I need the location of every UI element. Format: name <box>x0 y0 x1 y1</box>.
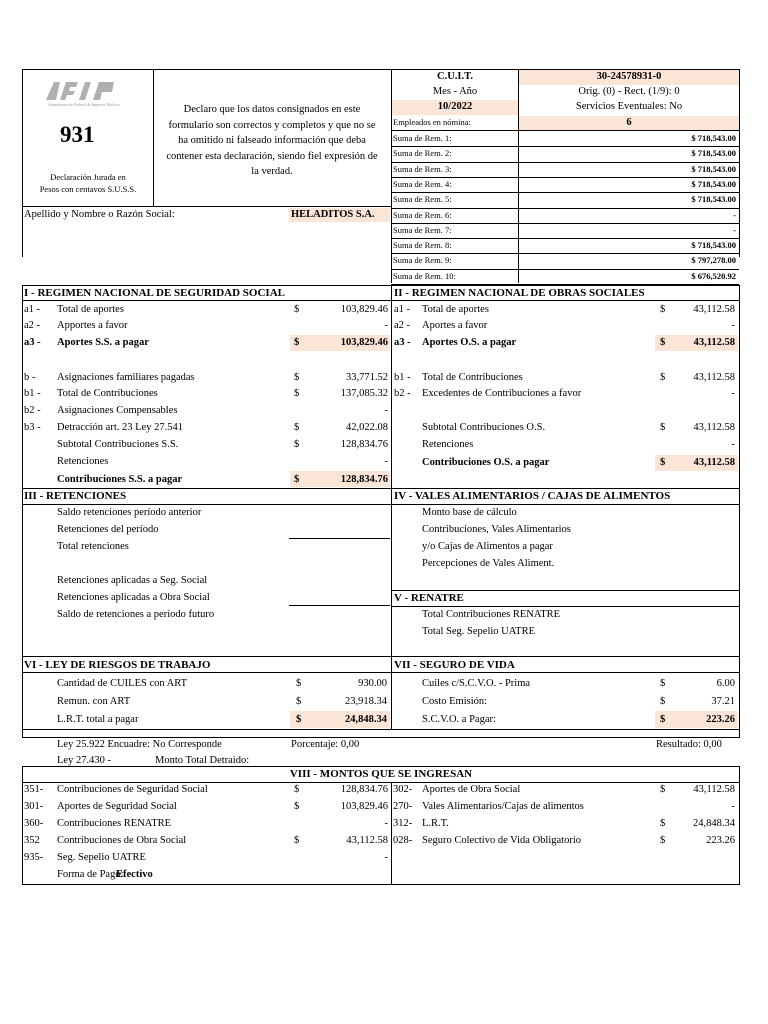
row-value: - <box>731 439 735 450</box>
row-label: Subtotal Contribuciones S.S. <box>57 439 179 450</box>
row-label: Cantidad de CUILES con ART <box>57 678 188 689</box>
row-value: 43,112.58 <box>693 457 735 468</box>
row-value: 43,112.58 <box>346 835 388 846</box>
row-value: 930.00 <box>358 678 387 689</box>
razon-social-value: HELADITOS S.A. <box>291 209 375 220</box>
row-label: S.C.V.O. a Pagar: <box>422 714 496 725</box>
forma-pago-value: Efectivo <box>116 869 153 880</box>
row-label: Contribuciones S.S. a pagar <box>57 474 183 485</box>
ley-25922: Ley 25.922 Encuadre: No Corresponde <box>57 739 222 750</box>
rem-value: - <box>733 209 736 220</box>
row-value: - <box>731 320 735 331</box>
row-code: 360- <box>24 818 44 829</box>
row-currency: $ <box>294 337 300 348</box>
row-label: Aportes de Seguridad Social <box>57 801 177 812</box>
row-label: Monto base de cálculo <box>422 507 517 518</box>
ley-27430: Ley 27.430 - <box>57 755 111 766</box>
orig-label: Orig. (0) - Rect. (1/9): 0 <box>578 86 680 97</box>
row-value: 43,112.58 <box>693 337 735 348</box>
row-currency: $ <box>660 678 666 689</box>
row-currency: $ <box>294 474 300 485</box>
rem-value: $ 718,543.00 <box>691 240 736 251</box>
row-label: Total de aportes <box>57 304 124 315</box>
row-currency: $ <box>660 784 666 795</box>
row-currency: $ <box>660 422 666 433</box>
rem-value: $ 797,278.00 <box>691 255 736 266</box>
row-currency: $ <box>660 818 666 829</box>
row-label: y/o Cajas de Alimentos a pagar <box>422 541 553 552</box>
row-label: Subtotal Contribuciones O.S. <box>422 422 546 433</box>
row-label: Excedentes de Contribuciones a favor <box>422 388 582 399</box>
row-value: 103,829.46 <box>340 304 388 315</box>
row-value: 103,829.46 <box>340 337 388 348</box>
row-value: 43,112.58 <box>693 422 735 433</box>
row-currency: $ <box>660 337 666 348</box>
row-code: b - <box>24 372 36 383</box>
row-currency: $ <box>296 678 302 689</box>
row-code: a3 - <box>24 337 41 348</box>
declaration-line: contener esta declaración, siendo fiel expresión de <box>166 150 378 162</box>
row-label: Retenciones del período <box>57 524 159 535</box>
row-currency: $ <box>294 801 300 812</box>
row-label: L.R.T. <box>422 818 449 829</box>
row-label: Retenciones <box>422 439 474 450</box>
row-value: - <box>384 818 388 829</box>
row-currency: $ <box>294 422 300 433</box>
form-number: 931 <box>60 122 95 147</box>
row-currency: $ <box>294 388 300 399</box>
row-label: Total Seg. Sepelio UATRE <box>422 626 536 637</box>
row-value: 23,918.34 <box>345 696 387 707</box>
row-value: 42,022.08 <box>346 422 388 433</box>
row-label: Aportes de Obra Social <box>422 784 521 795</box>
row-value: 103,829.46 <box>340 801 388 812</box>
row-code: 270- <box>393 801 413 812</box>
row-value: 223.26 <box>706 835 735 846</box>
row-currency: $ <box>296 696 302 707</box>
row-label: Retenciones <box>57 456 109 467</box>
rem-row-divider <box>391 177 739 178</box>
row-value: 223.26 <box>706 714 735 725</box>
empleados-label: Empleados en nómina: <box>393 117 471 127</box>
row-label: Percepciones de Vales Aliment. <box>422 558 555 569</box>
row-value: - <box>384 852 388 863</box>
rem-row-divider <box>391 253 739 254</box>
row-label: Contribuciones de Seguridad Social <box>57 784 208 795</box>
afip-logo <box>46 80 120 102</box>
declaration-line: la verdad. <box>251 166 293 177</box>
ley-detraido: Monto Total Detraido: <box>155 755 250 766</box>
row-label: Asignaciones familiares pagadas <box>57 372 195 383</box>
row-label: L.R.T. total a pagar <box>57 714 139 725</box>
row-label: Remun. con ART <box>57 696 131 707</box>
declaration-line: formulario son correctos y completos y que no se <box>168 119 376 131</box>
rem-value: $ 718,543.00 <box>691 194 736 205</box>
row-currency: $ <box>660 304 666 315</box>
row-code: 351- <box>24 784 44 795</box>
mes-label: Mes - Año <box>432 86 478 97</box>
rem-row-divider <box>391 192 739 193</box>
row-label: Detracción art. 23 Ley 27.541 <box>57 422 183 433</box>
row-value: - <box>384 405 388 416</box>
row-label: Apportes a favor <box>57 320 128 331</box>
rem-row-divider <box>391 269 739 270</box>
section-7-title: VII - SEGURO DE VIDA <box>394 659 515 671</box>
ley-resultado: Resultado: 0,00 <box>656 739 722 750</box>
form-desc-1: Declaración Jurada en <box>50 172 126 182</box>
row-value: 128,834.76 <box>340 784 388 795</box>
row-label: Retenciones aplicadas a Obra Social <box>57 592 210 603</box>
row-currency: $ <box>660 372 666 383</box>
row-currency: $ <box>296 714 302 725</box>
row-label: Aportes a favor <box>422 320 488 331</box>
rem-label: Suma de Rem. 10: <box>393 270 456 281</box>
row-code: 935- <box>24 852 44 863</box>
empleados-value: 6 <box>626 117 632 128</box>
row-code: b1 - <box>394 372 411 383</box>
rem-label: Suma de Rem. 3: <box>393 163 452 174</box>
row-label: Saldo de retenciones a período futuro <box>57 609 215 620</box>
rem-label: Suma de Rem. 4: <box>393 178 452 189</box>
row-value: - <box>731 388 735 399</box>
row-value: 37.21 <box>711 696 735 707</box>
rem-row-divider <box>391 146 739 147</box>
row-label: Contribuciones RENATRE <box>57 818 172 829</box>
rem-value: $ 718,543.00 <box>691 148 736 159</box>
rem-value: $ 718,543.00 <box>691 133 736 143</box>
row-code: 352 <box>24 835 40 846</box>
rem-label: Suma de Rem. 5: <box>393 194 452 205</box>
row-value: 128,834.76 <box>340 439 388 450</box>
row-code: 028- <box>393 835 413 846</box>
row-code: 312- <box>393 818 413 829</box>
form-desc-2: Pesos con centavos S.U.S.S. <box>39 184 137 194</box>
row-code: 301- <box>24 801 44 812</box>
row-currency: $ <box>294 304 300 315</box>
row-value: - <box>731 801 735 812</box>
row-currency: $ <box>294 439 300 450</box>
row-label: Seg. Sepelio UATRE <box>57 852 146 863</box>
rem-value: $ 676,520.92 <box>691 270 736 281</box>
row-label: Total de Contribuciones <box>57 388 158 399</box>
cuit-label: C.U.I.T. <box>437 71 473 82</box>
section-8-title: VIII - MONTOS QUE SE INGRESAN <box>289 768 473 780</box>
row-label: Total de Contribuciones <box>422 372 523 383</box>
row-code: b2 - <box>394 388 411 399</box>
row-code: a1 - <box>394 304 411 315</box>
row-value: 33,771.52 <box>346 372 388 383</box>
row-currency: $ <box>294 372 300 383</box>
row-label: Asignaciones Compensables <box>57 405 178 416</box>
section-5-title: V - RENATRE <box>394 592 464 604</box>
servicios-eventuales: Servicios Eventuales: No <box>575 101 683 112</box>
row-currency: $ <box>660 696 666 707</box>
forma-pago-label: Forma de Pago: <box>57 869 124 880</box>
row-label: Retenciones aplicadas a Seg. Social <box>57 575 208 586</box>
row-label: Saldo retenciones período anterior <box>57 507 202 518</box>
row-label: Contribuciones O.S. a pagar <box>422 457 550 468</box>
declaration-line: Declaro que los datos consignados en este <box>183 104 361 115</box>
row-currency: $ <box>294 784 300 795</box>
period-value: 10/2022 <box>437 101 473 112</box>
rem-value: $ 718,543.00 <box>691 163 736 174</box>
rem-label: Suma de Rem. 6: <box>393 209 452 220</box>
row-value: 6.00 <box>716 678 735 689</box>
row-code: a2 - <box>24 320 41 331</box>
row-currency: $ <box>660 714 666 725</box>
row-label: Total de aportes <box>422 304 489 315</box>
row-currency: $ <box>660 835 666 846</box>
row-code: b1 - <box>24 388 41 399</box>
rem-row-divider <box>391 238 739 239</box>
declaration-line: ha omitido ni falseado información que deba <box>178 135 366 146</box>
row-value: - <box>384 456 388 467</box>
row-value: 43,112.58 <box>693 784 735 795</box>
row-value: 24,848.34 <box>345 714 387 725</box>
rem-value: $ 718,543.00 <box>691 178 736 189</box>
row-value: 43,112.58 <box>693 372 735 383</box>
row-label: Contribuciones de Obra Social <box>57 835 187 846</box>
row-code: 302- <box>393 784 413 795</box>
razon-social-label: Apellido y Nombre o Razón Social: <box>24 209 175 220</box>
cuit-value: 30-24578931-0 <box>596 71 662 82</box>
row-currency: $ <box>294 835 300 846</box>
row-code: a1 - <box>24 304 41 315</box>
ley-porcentaje: Porcentaje: 0,00 <box>291 739 360 750</box>
rem-row-divider <box>391 223 739 224</box>
section-6-title: VI - LEY DE RIESGOS DE TRABAJO <box>24 659 211 671</box>
rem-row-divider <box>391 162 739 163</box>
row-label: Cuiles c/S.C.V.O. - Prima <box>422 678 531 689</box>
declaration-text <box>156 102 388 180</box>
row-label: Vales Alimentarios/Cajas de alimentos <box>422 801 584 812</box>
row-code: a3 - <box>394 337 411 348</box>
rem-row-divider <box>391 208 739 209</box>
row-label: Costo Emisión: <box>422 696 488 707</box>
rem-label: Suma de Rem. 8: <box>393 240 452 251</box>
row-value: - <box>384 320 388 331</box>
rem-label: Suma de Rem. 2: <box>393 148 452 159</box>
row-label: Total retenciones <box>57 541 129 552</box>
row-value: 43,112.58 <box>693 304 735 315</box>
rem-value: - <box>733 224 736 235</box>
section-1-title: I - REGIMEN NACIONAL DE SEGURIDAD SOCIAL <box>24 287 285 299</box>
row-label: Aportes S.S. a pagar <box>57 337 149 348</box>
row-value: 137,085.32 <box>340 388 388 399</box>
row-label: Contribuciones, Vales Alimentarios <box>422 524 571 535</box>
row-code: b3 - <box>24 422 41 433</box>
rem-label: Suma de Rem. 9: <box>393 255 452 266</box>
row-label: Seguro Colectivo de Vida Obligatorio <box>422 835 581 846</box>
logo-subtext: Administración Federal de Ingresos Públicos <box>48 102 120 107</box>
section-2-title: II - REGIMEN NACIONAL DE OBRAS SOCIALES <box>394 287 645 299</box>
row-label: Total Contribuciones RENATRE <box>422 609 561 620</box>
row-value: 128,834.76 <box>340 474 388 485</box>
row-code: a2 - <box>394 320 411 331</box>
rem-label: Suma de Rem. 1: <box>393 133 452 143</box>
section-4-title: IV - VALES ALIMENTARIOS / CAJAS DE ALIMENTOS <box>394 490 671 502</box>
section-3-title: III - RETENCIONES <box>24 490 127 502</box>
row-code: b2 - <box>24 405 41 416</box>
row-label: Aportes O.S. a pagar <box>422 337 517 348</box>
rem-label: Suma de Rem. 7: <box>393 224 452 235</box>
row-value: 24,848.34 <box>693 818 735 829</box>
row-currency: $ <box>660 457 666 468</box>
